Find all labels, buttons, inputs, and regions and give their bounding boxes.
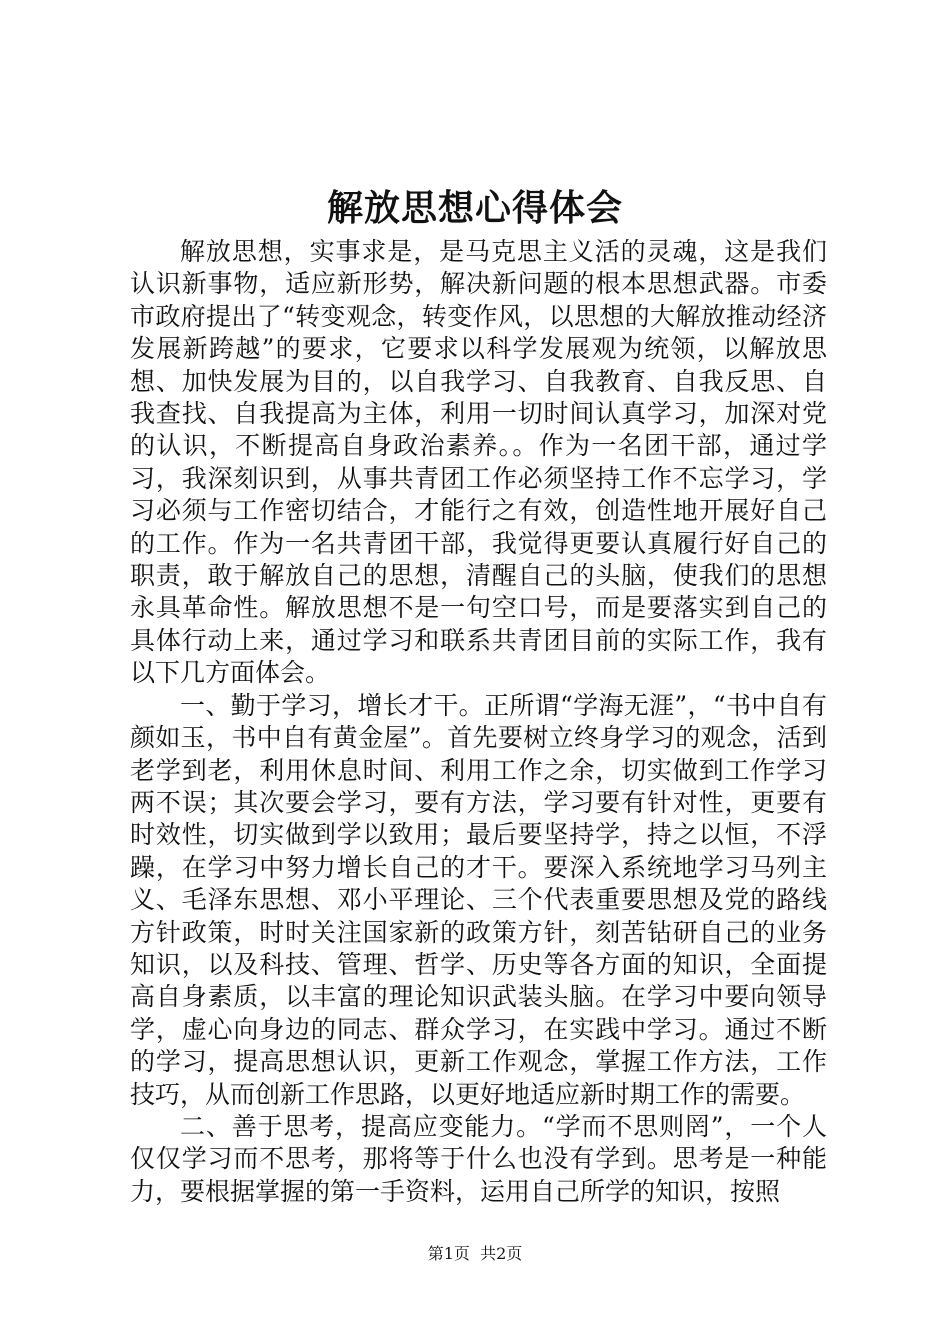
paragraph-study: 一、勤于学习，增长才干。正所谓“学海无涯”，“书中自有颜如玉，书中自有黄金屋”。首先要树立终身学习的观念，活到老学到老，利用休息时间、利用工作之余，切实做到工作学习两不误；其次要会学习，要有方法，学习要有针对性，更要有时效性，切实做到学以致用；最后要坚持学，持之以恒，不浮躁，在学习中努力增长自己的才干。要深入系统地学习马列主义、毛泽东思想、邓小平理论、三个代表重要思想及党的路线方针政策，时时关注国家新的政策方针，刻苦钻研自己的业务知识，以及科技、管理、哲学、历史等各方面的知识，全面提高自身素质，以丰富的理论知识武装头脑。在学习中要向领导学，虚心向身边的同志、群众学习，在实践中学习。通过不断的学习，提高思想认识，更新工作观念，掌握工作方法，工作技巧，从而创新工作思路，以更好地适应新时期工作的需要。 (130, 690, 827, 1109)
paragraph-thinking: 二、善于思考，提高应变能力。“学而不思则罔”，一个人仅仅学习而不思考，那将等于什么也没有学到。思考是一种能力，要根据掌握的第一手资料，运用自己所学的知识，按照 (130, 1111, 827, 1206)
page-title: 解放思想心得体会 (326, 187, 623, 229)
document-body (130, 236, 827, 1208)
paragraph-intro: 解放思想，实事求是，是马克思主义活的灵魂，这是我们认识新事物，适应新形势，解决新问题的根本思想武器。市委市政府提出了“转变观念，转变作风，以思想的大解放推动经济发展新跨越”的要求，它要求以科学发展观为统领，以解放思想、加快发展为目的，以自我学习、自我教育、自我反思、自我查找、自我提高为主体，利用一切时间认真学习，加深对党的认识，不断提高自身政治素养。。作为一名团干部，通过学习，我深刻识到，从事共青团工作必须坚持工作不忘学习，学习必须与工作密切结合，才能行之有效，创造性地开展好自己的工作。作为一名共青团干部，我觉得更要认真履行好自己的职责，敢于解放自己的思想，清醒自己的头脑，使我们的思想永具革命性。解放思想不是一句空口号，而是要落实到自己的具体行动上来，通过学习和联系共青团目前的实际工作，我有以下几方面体会。 (130, 237, 827, 688)
page-footer (0, 1243, 950, 1265)
page-number-label: 第1页 共2页 (427, 1244, 523, 1263)
